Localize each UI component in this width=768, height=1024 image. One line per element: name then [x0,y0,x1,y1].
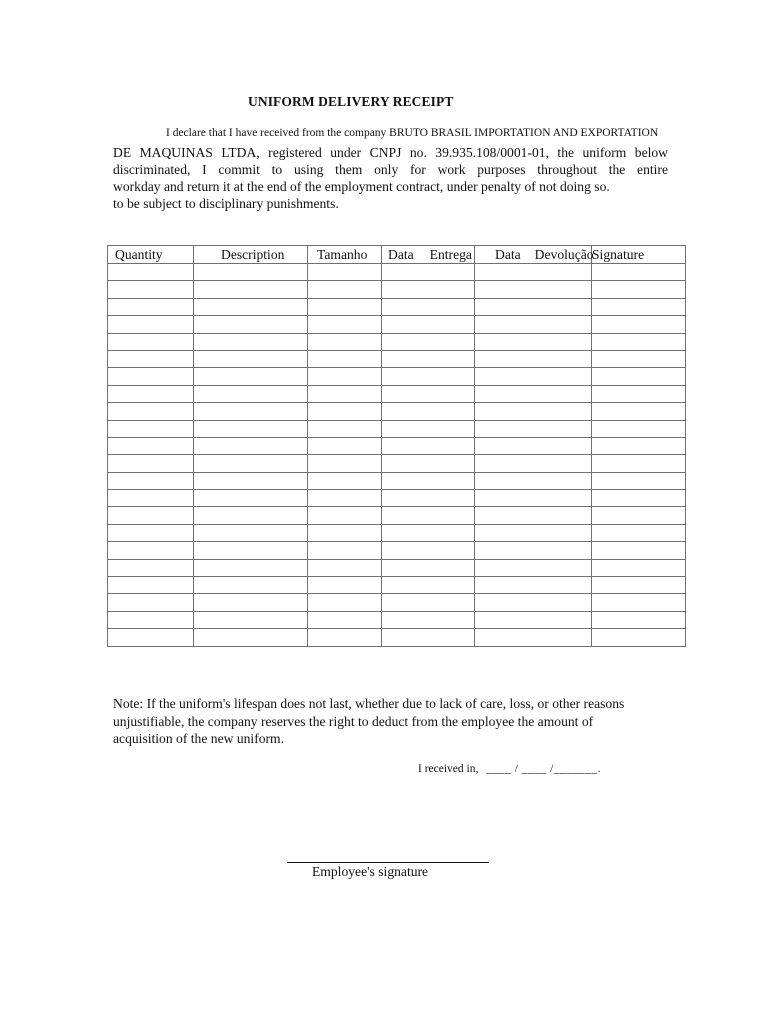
cell-quantity[interactable] [108,524,194,541]
cell-delivery-date[interactable] [382,350,475,367]
cell-size[interactable] [308,611,382,628]
declaration-line: workday and return it at the end of the employment contract, under penalty of not doing so. [113,179,610,194]
cell-return-date[interactable] [475,629,592,646]
cell-delivery-date[interactable] [382,420,475,437]
table-row [108,629,686,646]
cell-description[interactable] [194,437,308,454]
cell-size[interactable] [308,420,382,437]
signature-line[interactable] [287,862,489,863]
cell-delivery-date[interactable] [382,403,475,420]
cell-delivery-date[interactable] [382,507,475,524]
note-line: Note: If the uniform's lifespan does not last, whether due to lack of care, loss, or other reasons [113,696,625,711]
cell-signature[interactable] [592,490,686,507]
cell-description[interactable] [194,333,308,350]
cell-signature[interactable] [592,385,686,402]
cell-size[interactable] [308,298,382,315]
table-row [108,472,686,489]
table-row [108,350,686,367]
cell-description[interactable] [194,629,308,646]
received-date-line [418,763,601,775]
cell-delivery-date[interactable] [382,472,475,489]
cell-size[interactable] [308,577,382,594]
table-row [108,455,686,472]
cell-return-date[interactable] [475,577,592,594]
cell-return-date[interactable] [475,333,592,350]
cell-return-date[interactable] [475,455,592,472]
cell-signature[interactable] [592,333,686,350]
table-row [108,490,686,507]
declaration-line: to be subject to disciplinary punishments. [113,196,339,211]
note-line: unjustifiable, the company reserves the right to deduct from the employee the amount of [113,713,594,729]
cell-quantity[interactable] [108,385,194,402]
cell-size[interactable] [308,594,382,611]
cell-size[interactable] [308,437,382,454]
cell-return-date[interactable] [475,385,592,402]
cell-signature[interactable] [592,594,686,611]
cell-delivery-date[interactable] [382,542,475,559]
cell-signature[interactable] [592,629,686,646]
note-paragraph [113,695,633,748]
cell-quantity[interactable] [108,507,194,524]
cell-description[interactable] [194,611,308,628]
cell-quantity[interactable] [108,350,194,367]
declaration-first-line: I declare that I have received from the company BRUTO BRASIL IMPORTATION AND EXPORTATION [166,127,659,139]
cell-description[interactable] [194,350,308,367]
cell-description[interactable] [194,264,308,281]
cell-description[interactable] [194,403,308,420]
cell-signature[interactable] [592,507,686,524]
cell-quantity[interactable] [108,559,194,576]
cell-return-date[interactable] [475,403,592,420]
header-size: Tamanho [308,246,382,264]
cell-description[interactable] [194,542,308,559]
cell-delivery-date[interactable] [382,594,475,611]
table-row [108,420,686,437]
cell-return-date[interactable] [475,264,592,281]
cell-size[interactable] [308,629,382,646]
cell-size[interactable] [308,333,382,350]
cell-quantity[interactable] [108,472,194,489]
cell-quantity[interactable] [108,594,194,611]
header-description: Description [194,246,308,264]
cell-size[interactable] [308,524,382,541]
cell-description[interactable] [194,368,308,385]
cell-signature[interactable] [592,455,686,472]
table-row [108,298,686,315]
cell-quantity[interactable] [108,281,194,298]
cell-delivery-date[interactable] [382,524,475,541]
cell-signature[interactable] [592,316,686,333]
cell-description[interactable] [194,298,308,315]
table-row [108,385,686,402]
uniform-items-table [107,245,686,647]
cell-description[interactable] [194,316,308,333]
cell-return-date[interactable] [475,611,592,628]
cell-delivery-date[interactable] [382,264,475,281]
cell-signature[interactable] [592,298,686,315]
cell-description[interactable] [194,455,308,472]
cell-size[interactable] [308,507,382,524]
cell-size[interactable] [308,316,382,333]
cell-quantity[interactable] [108,611,194,628]
table-row [108,611,686,628]
table-row [108,333,686,350]
cell-quantity[interactable] [108,403,194,420]
cell-size[interactable] [308,264,382,281]
cell-quantity[interactable] [108,437,194,454]
cell-quantity[interactable] [108,629,194,646]
cell-quantity[interactable] [108,298,194,315]
cell-signature[interactable] [592,611,686,628]
cell-quantity[interactable] [108,333,194,350]
cell-description[interactable] [194,507,308,524]
cell-return-date[interactable] [475,281,592,298]
cell-delivery-date[interactable] [382,437,475,454]
cell-signature[interactable] [592,437,686,454]
cell-description[interactable] [194,385,308,402]
declaration-line: discriminated, I commit to using them only for work purposes throughout the entire [113,162,668,177]
cell-return-date[interactable] [475,350,592,367]
cell-signature[interactable] [592,420,686,437]
cell-signature[interactable] [592,368,686,385]
cell-signature[interactable] [592,559,686,576]
table-row [108,577,686,594]
cell-delivery-date[interactable] [382,611,475,628]
cell-return-date[interactable] [475,437,592,454]
table-row [108,264,686,281]
cell-size[interactable] [308,559,382,576]
table-row [108,594,686,611]
cell-return-date[interactable] [475,490,592,507]
cell-description[interactable] [194,420,308,437]
table-row [108,316,686,333]
cell-return-date[interactable] [475,524,592,541]
cell-signature[interactable] [592,577,686,594]
cell-delivery-date[interactable] [382,316,475,333]
cell-return-date[interactable] [475,420,592,437]
cell-description[interactable] [194,490,308,507]
cell-delivery-date[interactable] [382,559,475,576]
cell-size[interactable] [308,385,382,402]
cell-size[interactable] [308,490,382,507]
note-line: acquisition of the new uniform. [113,731,285,746]
table-row [108,437,686,454]
table-row [108,281,686,298]
cell-description[interactable] [194,472,308,489]
cell-size[interactable] [308,542,382,559]
cell-size[interactable] [308,472,382,489]
cell-return-date[interactable] [475,594,592,611]
header-quantity: Quantity [108,246,194,264]
cell-quantity[interactable] [108,368,194,385]
cell-description[interactable] [194,559,308,576]
cell-delivery-date[interactable] [382,577,475,594]
cell-description[interactable] [194,594,308,611]
cell-signature[interactable] [592,350,686,367]
cell-delivery-date[interactable] [382,490,475,507]
employee-signature-label: Employee's signature [312,864,429,879]
header-return-date: Data Devolução [475,246,592,264]
cell-signature[interactable] [592,472,686,489]
declaration-line: DE MAQUINAS LTDA, registered under CNPJ no. 39.935.108/0001-01, the uniform below [113,145,668,160]
cell-return-date[interactable] [475,316,592,333]
declaration-paragraph [113,144,668,212]
cell-description[interactable] [194,281,308,298]
cell-description[interactable] [194,524,308,541]
document-title: UNIFORM DELIVERY RECEIPT [248,94,454,109]
cell-delivery-date[interactable] [382,333,475,350]
header-signature: Signature [592,246,686,264]
cell-size[interactable] [308,281,382,298]
received-date-blank[interactable]: ____ / ____ /_______. [486,763,601,775]
table-row [108,368,686,385]
cell-quantity[interactable] [108,316,194,333]
cell-description[interactable] [194,577,308,594]
received-label: I received in, [418,763,479,775]
cell-quantity[interactable] [108,577,194,594]
cell-quantity[interactable] [108,420,194,437]
table-row [108,507,686,524]
cell-delivery-date[interactable] [382,385,475,402]
cell-delivery-date[interactable] [382,368,475,385]
cell-size[interactable] [308,403,382,420]
cell-size[interactable] [308,350,382,367]
header-delivery-date: Data Entrega [382,246,475,264]
cell-delivery-date[interactable] [382,298,475,315]
table-body [108,264,686,647]
table-row [108,403,686,420]
cell-quantity[interactable] [108,542,194,559]
cell-size[interactable] [308,455,382,472]
cell-size[interactable] [308,368,382,385]
table-row [108,559,686,576]
cell-return-date[interactable] [475,298,592,315]
cell-return-date[interactable] [475,542,592,559]
cell-return-date[interactable] [475,472,592,489]
table-row [108,542,686,559]
cell-return-date[interactable] [475,368,592,385]
table-header-row [108,246,686,264]
cell-quantity[interactable] [108,264,194,281]
cell-quantity[interactable] [108,490,194,507]
cell-quantity[interactable] [108,455,194,472]
table-row [108,524,686,541]
cell-signature[interactable] [592,403,686,420]
cell-signature[interactable] [592,524,686,541]
cell-return-date[interactable] [475,559,592,576]
cell-delivery-date[interactable] [382,281,475,298]
cell-delivery-date[interactable] [382,455,475,472]
cell-signature[interactable] [592,264,686,281]
cell-signature[interactable] [592,281,686,298]
cell-signature[interactable] [592,542,686,559]
cell-return-date[interactable] [475,507,592,524]
cell-delivery-date[interactable] [382,629,475,646]
